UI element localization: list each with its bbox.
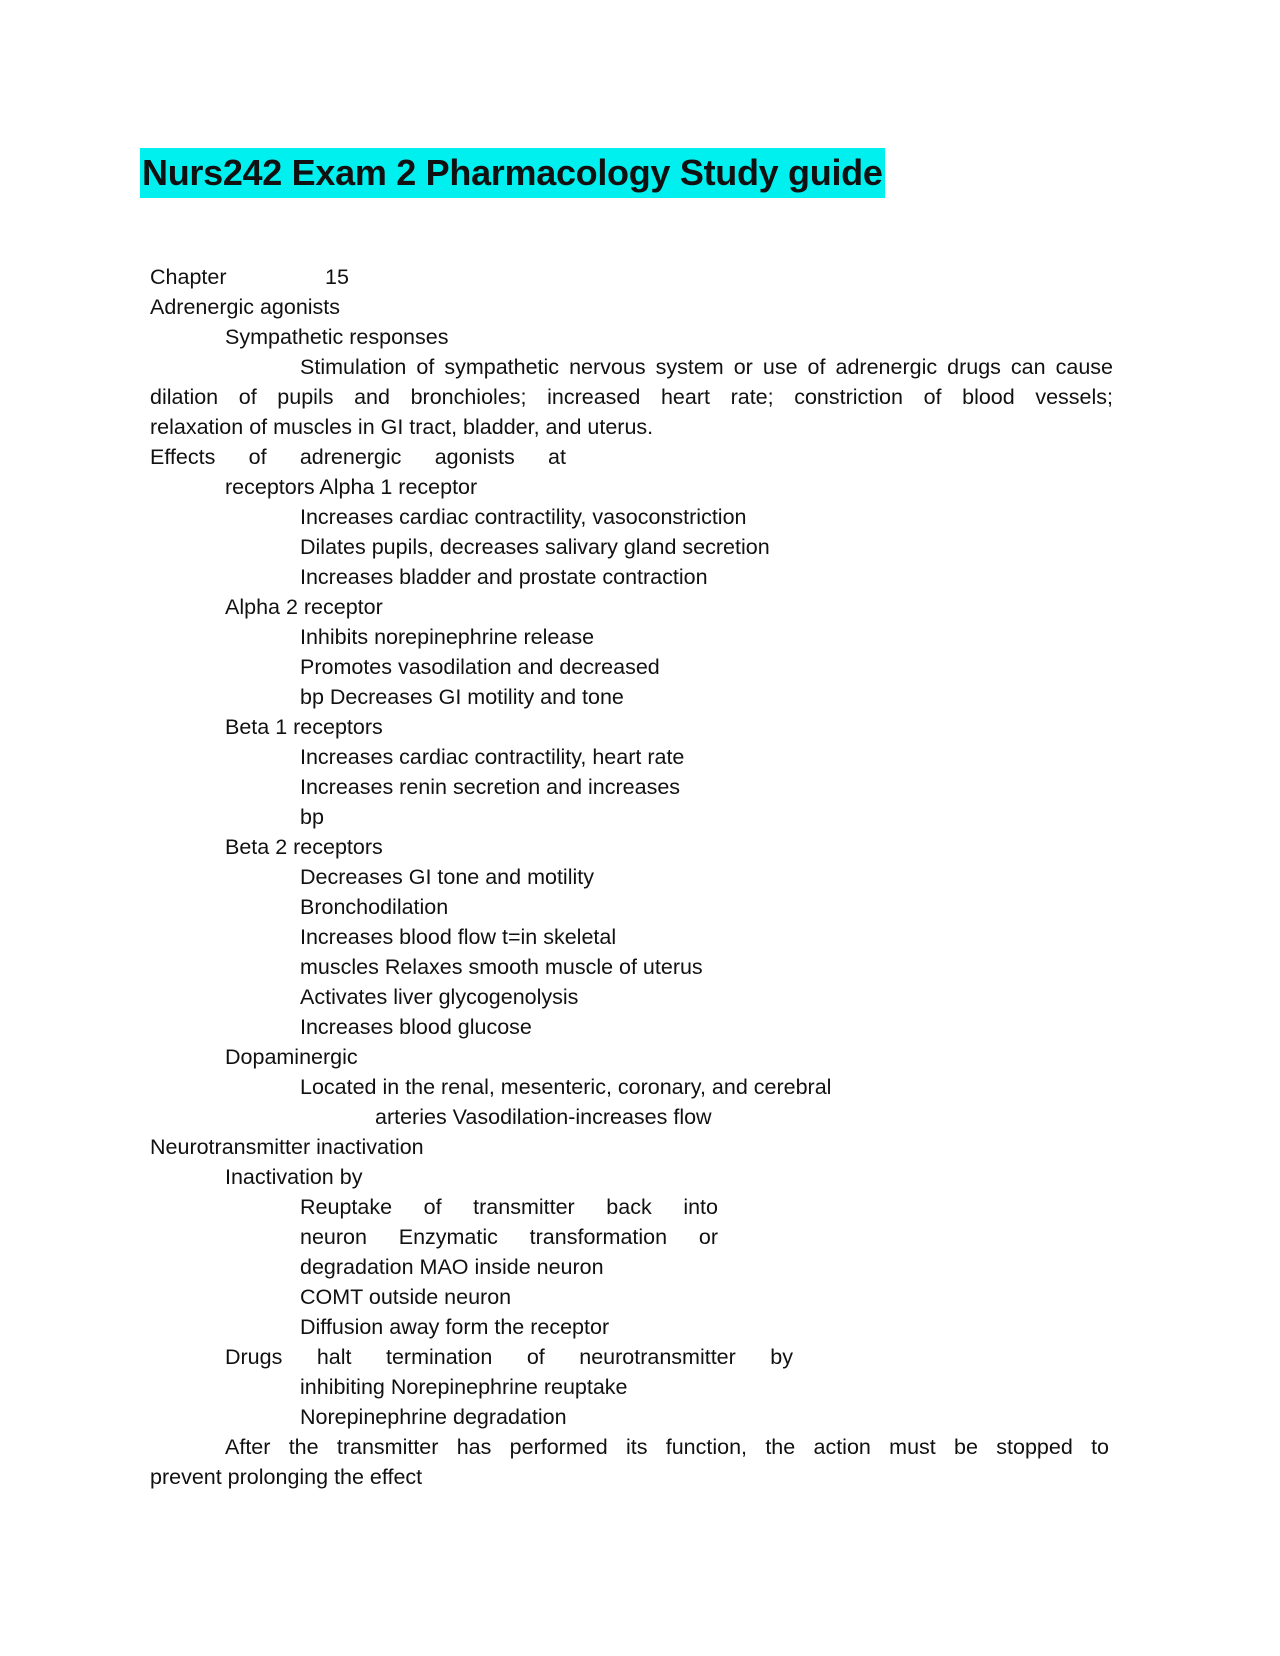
section-heading: Neurotransmitter inactivation (150, 1135, 424, 1159)
list-item: bp (300, 805, 324, 829)
list-item: Increases blood glucose (300, 1015, 532, 1039)
paragraph-line: relaxation of muscles in GI tract, bladder, and uterus. (150, 415, 654, 439)
chapter-heading (150, 262, 227, 292)
list-item: Increases bladder and prostate contraction (300, 565, 708, 589)
subheading: Beta 2 receptors (225, 835, 383, 859)
list-item: Inhibits norepinephrine release (300, 625, 595, 649)
subheading: Inactivation by (225, 1165, 363, 1189)
list-item: arteries Vasodilation-increases flow (375, 1105, 712, 1129)
paragraph-line: dilation of pupils and bronchioles; increased heart rate; constriction of blood vessels; (150, 385, 1113, 409)
list-item: inhibiting Norepinephrine reuptake (300, 1375, 628, 1399)
subheading: receptors Alpha 1 receptor (225, 475, 478, 499)
list-item: Decreases GI tone and motility (300, 865, 594, 889)
subheading: Alpha 2 receptor (225, 595, 383, 619)
section-heading: Adrenergic agonists (150, 295, 341, 319)
chapter-label: Chapter (150, 265, 227, 289)
list-item: COMT outside neuron (300, 1285, 512, 1309)
chapter-number: 15 (325, 265, 349, 289)
paragraph-line: prevent prolonging the effect (150, 1465, 423, 1489)
list-item: Activates liver glycogenolysis (300, 985, 579, 1009)
list-item: degradation MAO inside neuron (300, 1255, 604, 1279)
subheading: Dopaminergic (225, 1045, 358, 1069)
list-item: muscles Relaxes smooth muscle of uterus (300, 955, 703, 979)
paragraph-line: After the transmitter has performed its function, the action must be stopped to (225, 1435, 1109, 1459)
list-item: Located in the renal, mesenteric, coronary, and cerebral (300, 1075, 832, 1099)
list-item: Norepinephrine degradation (300, 1405, 567, 1429)
subheading: Drugs halt termination of neurotransmitter by (225, 1345, 793, 1369)
subheading: Beta 1 receptors (225, 715, 383, 739)
list-item: Reuptake of transmitter back into (300, 1195, 718, 1219)
paragraph-line: Stimulation of sympathetic nervous system or use of adrenergic drugs can cause (300, 355, 1113, 379)
section-heading: Effects of adrenergic agonists at (150, 445, 566, 469)
subheading: Sympathetic responses (225, 325, 449, 349)
list-item: Increases cardiac contractility, vasoconstriction (300, 505, 747, 529)
list-item: Increases cardiac contractility, heart rate (300, 745, 685, 769)
list-item: Bronchodilation (300, 895, 449, 919)
list-item: Promotes vasodilation and decreased (300, 655, 660, 679)
list-item: bp Decreases GI motility and tone (300, 685, 624, 709)
list-item: Dilates pupils, decreases salivary gland secretion (300, 535, 770, 559)
page-title: Nurs242 Exam 2 Pharmacology Study guide (140, 148, 885, 198)
list-item: neuron Enzymatic transformation or (300, 1225, 718, 1249)
list-item: Diffusion away form the receptor (300, 1315, 610, 1339)
list-item: Increases renin secretion and increases (300, 775, 681, 799)
list-item: Increases blood flow t=in skeletal (300, 925, 617, 949)
